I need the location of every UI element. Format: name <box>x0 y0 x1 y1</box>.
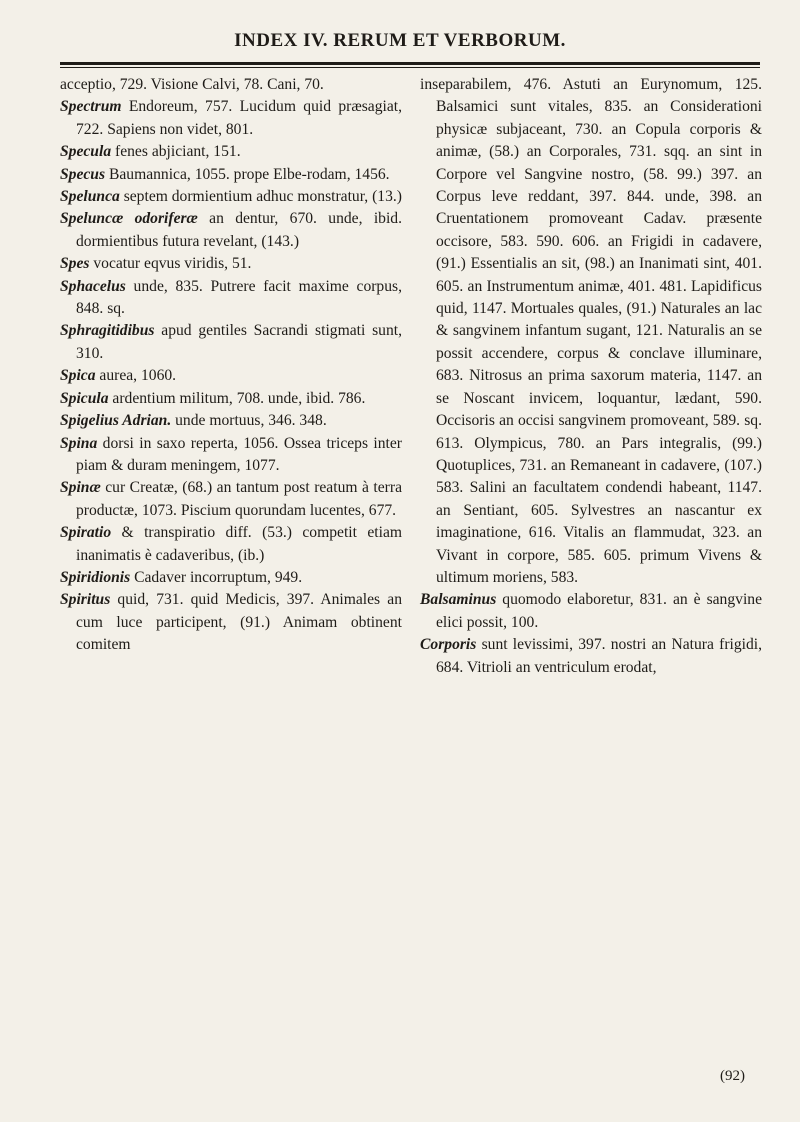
index-lemma: Specula <box>60 143 112 161</box>
index-text: sunt levissimi, 397. nostri an Natura frigidi, 684. Vitrioli an ventriculum erodat, <box>436 636 762 676</box>
index-entry <box>60 388 402 410</box>
index-entry <box>60 522 402 567</box>
index-lemma: Spiridionis <box>60 568 131 586</box>
index-entry <box>60 186 402 208</box>
index-lemma: Spina <box>60 434 98 452</box>
index-text: inseparabilem, 476. Astuti an Eurynomum, 125. Balsamici sunt vitales, 835. an Considerationi physicæ subjaceant, 730. an Copula corporis & animæ, (58.) an Corporales, 731. sqq. an sint in Corpore vel Sangvine nostro, (58. 99.) 397. an Corpus leve reddant, 397. 844. unde, 398. an Cruentationem promoveant Cadav. præsente occisore, 583. 590. 606. an Frigidi in cadavere, (91.) Essentialis an sit, (98.) an Inanimati sint, 401. 605. an Instrumentum animæ, 401. 481. Lapidificus quid, 1147. Mortuales quales, (91.) Naturales an lac & sangvinem infantum sugant, 121. Naturalis an se possit accendere, corpus & conclave illuminare, 683. Nitrosus an prima saxorum materia, 1147. an se Noscant invicem, loquantur, lædant, 590. Occisoris an occisi sangvinem promoveant, 589. sq. 613. Olympicus, 780. an Pars integralis, (99.) Quotuplices, 731. an Remaneant in cadavere, (107.) 583. Salini an facultatem condendi habeant, 1147. an Sentiant, 605. Sylvestres an nascantur ex imaginatione, 616. Vitalis an flammudat, 323. an Vivant in corpore, 585. 605. primum Vivens & ultimum moriens, 583. <box>420 76 762 586</box>
index-text: septem dormientium adhuc monstratur, (13.) <box>119 188 402 206</box>
index-text: Cadaver incorruptum, 949. <box>130 568 303 586</box>
index-text: quid, 731. quid Medicis, 397. Animales an cum luce participent, (91.) Animam obtinent comitem <box>76 591 402 654</box>
index-lemma: Balsaminus <box>420 591 497 609</box>
index-entry <box>60 164 402 186</box>
right-column <box>420 74 762 679</box>
index-entry <box>60 589 402 656</box>
index-entry <box>60 253 402 275</box>
index-entry <box>60 567 402 589</box>
index-entry <box>60 320 402 365</box>
index-lemma: Spigelius Adrian. <box>60 412 172 430</box>
index-text: apud gentiles Sacrandi stigmati sunt, 310. <box>76 322 402 362</box>
catchword: (92) <box>720 1068 745 1084</box>
index-text: & transpiratio diff. (53.) competit etiam inanimatis è cadaveribus, (ib.) <box>76 524 402 564</box>
index-text: an dentur, 670. unde, ibid. dormientibus futura revelant, (143.) <box>76 210 402 250</box>
index-text: dorsi in saxo reperta, 1056. Ossea triceps inter piam & duram meningem, 1077. <box>76 434 402 474</box>
index-entry <box>60 410 402 432</box>
index-entry <box>60 276 402 321</box>
index-text: unde, 835. Putrere facit maxime corpus, 848. sq. <box>76 277 402 318</box>
index-lemma: Spica <box>60 367 96 385</box>
index-lemma: Spinæ <box>60 479 101 497</box>
index-lemma: Spiritus <box>60 591 111 609</box>
index-lemma: Spicula <box>60 389 109 407</box>
left-column <box>60 74 402 657</box>
index-lemma: Sphragitidibus <box>60 322 155 340</box>
index-lemma: Spelunca <box>60 188 120 206</box>
index-entry <box>60 433 402 478</box>
page-header: INDEX IV. RERUM ET VERBORUM. <box>234 30 566 51</box>
index-text: aurea, 1060. <box>95 367 177 385</box>
index-text: unde mortuus, 346. 348. <box>171 412 327 430</box>
index-lemma: Spes <box>60 255 90 273</box>
header-rule-thin <box>60 67 760 68</box>
index-entry <box>60 365 402 387</box>
index-lemma: Spectrum <box>60 98 122 116</box>
index-text: ardentium militum, 708. unde, ibid. 786. <box>108 389 366 407</box>
index-lemma: Speluncæ odoriferæ <box>60 210 198 228</box>
index-text: Endoreum, 757. Lucidum quid præsagiat, 722. Sapiens non videt, 801. <box>76 98 402 138</box>
index-entry <box>60 141 402 163</box>
index-text: fenes abjiciant, 151. <box>111 143 241 161</box>
index-text: cur Creatæ, (68.) an tantum post reatum à terra productæ, 1073. Piscium quorundam lucentes, 677. <box>76 479 402 519</box>
index-entry <box>60 208 402 253</box>
index-entry <box>60 477 402 522</box>
index-text: Baumannica, 1055. prope Elbe-rodam, 1456. <box>105 165 390 183</box>
index-entry <box>60 74 402 96</box>
index-text: quomodo elaboretur, 831. an è sangvine elici possit, 100. <box>436 591 762 631</box>
index-entry <box>60 96 402 141</box>
header-rule <box>60 62 760 65</box>
index-text: vocatur eqvus viridis, 51. <box>89 255 252 273</box>
index-entry <box>420 589 762 634</box>
index-lemma: Corporis <box>420 636 477 654</box>
index-lemma: Specus <box>60 165 106 183</box>
index-text: acceptio, 729. Visione Calvi, 78. Cani, 70. <box>60 76 324 93</box>
index-entry <box>420 634 762 679</box>
index-entry <box>420 74 762 589</box>
index-lemma: Spiratio <box>60 524 112 542</box>
index-lemma: Sphacelus <box>60 277 126 295</box>
